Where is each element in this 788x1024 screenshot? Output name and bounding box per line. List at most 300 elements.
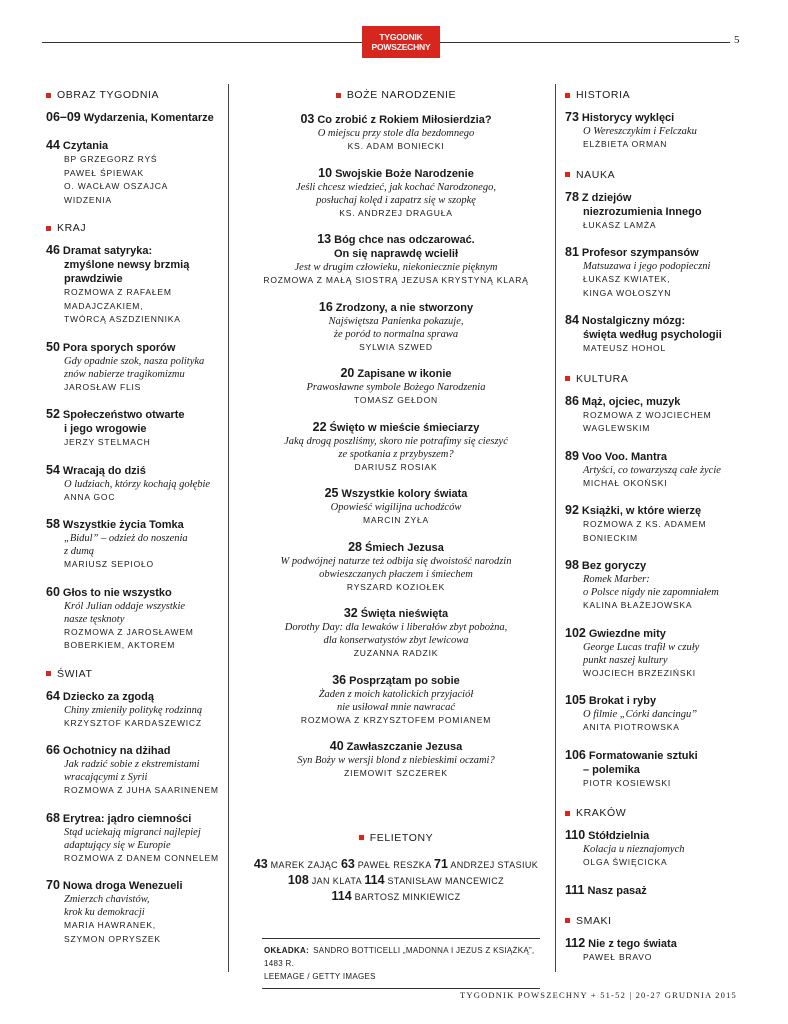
entry-heading	[565, 110, 745, 125]
entry-title: Zapisane w ikonie	[357, 368, 452, 380]
entry-subtitle: Matsuzawa i jego podopieczni	[583, 261, 711, 272]
toc-entry	[565, 394, 745, 436]
entry-title-continued: prawdziwie	[64, 273, 123, 285]
entry-title: Nowa droga Wenezueli	[62, 880, 183, 892]
entry-subtitle: Chiny zmieniły politykę rodzinną	[64, 704, 203, 716]
entry-title: Historycy wyklęci	[581, 112, 675, 124]
entry-subtitle: Król Julian oddaje wszystkie	[64, 600, 186, 612]
toc-entry	[565, 748, 745, 791]
section-heading	[565, 168, 745, 182]
entry-author: ANITA PIOTROWSKA	[583, 722, 680, 732]
felieton-author: JAN KLATA	[311, 875, 362, 886]
toc-entry	[238, 540, 554, 595]
entry-subtitle: nie usiłował mnie nawracać	[336, 701, 456, 713]
entry-heading	[46, 463, 221, 478]
entry-heading	[565, 190, 745, 205]
toc-entry	[238, 232, 554, 288]
entry-heading	[565, 313, 745, 328]
section-title: KRAKÓW	[576, 807, 627, 819]
toc-entry	[46, 517, 221, 572]
entry-heading	[238, 366, 554, 381]
section-heading	[238, 831, 554, 845]
entry-page-number: 105	[565, 693, 586, 707]
toc-entry	[46, 463, 221, 505]
entry-author: ROZMOWA Z WOJCIECHEM	[583, 409, 712, 420]
felieton-page-number: 71	[434, 856, 448, 871]
toc-section	[565, 372, 745, 791]
entry-heading	[565, 693, 745, 708]
entry-title: Dramat satyryka:	[62, 245, 153, 257]
entry-subtitle: Gdy opadnie szok, nasza polityka	[64, 355, 205, 367]
entry-page-number: 112	[565, 935, 586, 950]
toc-entry	[238, 606, 554, 661]
entry-page-number: 86	[565, 393, 579, 408]
entry-subtitle: nasze tęsknoty	[64, 613, 125, 625]
entry-page-number: 78	[565, 189, 579, 204]
page-footer: TYGODNIK POWSZECHNY + 51-52 | 20-27 GRUDNIA 2015	[460, 990, 737, 1000]
section-marker	[565, 811, 570, 816]
entry-title: Swojskie Boże Narodzenie	[335, 167, 474, 180]
entry-heading	[238, 420, 554, 435]
entry-page-number: 66	[46, 743, 60, 757]
entry-subtitle: O filmie „Córki dancingu”	[583, 709, 698, 720]
entry-title-continued: On się naprawdę wcielił	[333, 248, 459, 260]
section-title: OBRAZ TYGODNIA	[57, 89, 160, 101]
entry-heading	[565, 558, 745, 573]
entry-title: Formatowanie sztuki	[588, 749, 698, 762]
entry-author: JERZY STELMACH	[64, 437, 151, 447]
entry-title: Mąż, ojciec, muzyk	[581, 395, 681, 408]
section-marker	[46, 226, 51, 231]
entry-author: WOJCIECH BRZEZIŃSKI	[583, 667, 696, 678]
entry-subtitle: adaptujący się w Europie	[64, 839, 171, 851]
section-marker	[46, 671, 51, 676]
entry-author: BOBERKIEM, AKTOREM	[64, 640, 176, 650]
entry-title: Z dziejów	[581, 191, 632, 204]
section-marker	[565, 93, 570, 98]
entry-title: Stółdzielnia	[588, 830, 650, 842]
toc-entry	[565, 313, 745, 356]
entry-page-number: 68	[46, 810, 60, 825]
entry-heading	[565, 883, 745, 898]
entry-author: ŁUKASZ LAMŻA	[583, 219, 657, 230]
entry-title: Ochotnicy na dżihad	[62, 745, 171, 757]
entry-heading	[238, 540, 554, 555]
entry-title-continued: i jego wrogowie	[64, 423, 147, 435]
entry-author: MARCIN ŻYŁA	[363, 515, 429, 525]
entry-subtitle: George Lucas trafił w czuły	[583, 641, 700, 653]
entry-heading	[565, 626, 745, 641]
toc-column-right	[565, 88, 745, 964]
entry-author: ROZMOWA Z KS. ADAMEM	[583, 519, 707, 529]
toc-entry	[46, 585, 221, 653]
entry-page-number: 46	[46, 243, 60, 257]
cover-label: OKŁADKA:	[264, 946, 310, 955]
entry-heading	[565, 936, 745, 951]
section-marker	[336, 93, 341, 98]
entry-heading	[238, 673, 554, 688]
entry-subtitle: obwieszczanych płaczem i śmiechem	[319, 568, 473, 580]
entry-author: MADAJCZAKIEM,	[64, 300, 144, 311]
toc-entry	[238, 739, 554, 781]
entry-subtitle: O miejscu przy stole dla bezdomnego	[317, 128, 475, 139]
toc-entry	[238, 486, 554, 528]
entry-title-continued: – polemika	[583, 763, 640, 776]
entry-author: TOMASZ GEŁDON	[354, 395, 438, 405]
felieton-page-number: 63	[340, 856, 355, 871]
toc-entry	[46, 243, 221, 327]
entry-author: ANNA GOC	[64, 491, 116, 502]
entry-page-number: 28	[348, 539, 363, 554]
toc-entry	[46, 340, 221, 395]
entry-title: Voo Voo. Mantra	[581, 450, 668, 463]
felieton-page-number: 114	[331, 888, 352, 903]
entry-page-number: 06–09	[46, 110, 81, 124]
toc-entry	[238, 420, 554, 475]
entry-page-number: 58	[46, 517, 60, 531]
toc-entry	[238, 366, 554, 408]
toc-section	[46, 88, 221, 207]
page-number: 5	[734, 34, 740, 46]
entry-author: KS. ANDRZEJ DRAGUŁA	[339, 207, 453, 218]
toc-entry	[46, 743, 221, 798]
entry-author: RYSZARD KOZIOŁEK	[346, 581, 446, 592]
entry-author: BONIECKIM	[583, 532, 638, 543]
entry-subtitle: Zmierzch chavistów,	[64, 894, 150, 905]
entry-title-continued: zmyślone newsy brzmią	[64, 259, 190, 271]
entry-heading	[46, 878, 221, 893]
entry-title: Książki, w które wierzę	[581, 505, 702, 517]
entry-author: MARIA HAWRANEK,	[64, 920, 156, 930]
felietony-block	[238, 831, 554, 905]
section-heading	[46, 221, 221, 235]
entry-author: ROZMOWA Z JAROSŁAWEM	[64, 626, 194, 637]
entry-heading	[565, 449, 745, 464]
entry-author: WAGLEWSKIM	[583, 423, 651, 433]
section-heading	[46, 667, 221, 681]
toc-entry	[46, 878, 221, 946]
entry-heading	[238, 739, 554, 754]
entry-page-number: 32	[343, 606, 358, 620]
entry-subtitle: „Bidul” – odzież do noszenia	[64, 533, 188, 544]
entry-author: ELŻBIETA ORMAN	[583, 139, 668, 149]
entry-subtitle: O ludziach, którzy kochają gołębie	[64, 478, 211, 490]
entry-subtitle: Dorothy Day: dla lewaków i liberałów zbyt pobożna,	[284, 622, 508, 633]
entry-subtitle: Kolacja u nieznajomych	[583, 844, 685, 855]
entry-title: Społeczeństwo otwarte	[62, 409, 185, 421]
felieton-author: PAWEŁ RESZKA	[357, 859, 432, 870]
entry-title: Wydarzenia, Komentarze	[83, 112, 214, 124]
entry-author: MARIUSZ SEPIOŁO	[64, 559, 154, 569]
entry-subtitle: O Wereszczykim i Felczaku	[583, 126, 697, 137]
entry-page-number: 25	[324, 486, 339, 500]
felietony-line	[238, 873, 554, 889]
entry-author: PIOTR KOSIEWSKI	[583, 777, 672, 788]
entry-title: Zawłaszczanie Jezusa	[346, 741, 463, 753]
toc-entry	[238, 112, 554, 154]
toc-section	[46, 667, 221, 947]
entry-subtitle: Jak radzić sobie z ekstremistami	[64, 759, 200, 770]
entry-page-number: 64	[46, 688, 60, 703]
entry-title: Dziecko za zgodą	[62, 690, 154, 703]
section-title: BOŻE NARODZENIE	[346, 89, 457, 101]
entry-author: PAWEŁ BRAVO	[583, 951, 653, 962]
toc-column-left	[46, 88, 221, 946]
column-divider-left	[228, 84, 229, 972]
entry-page-number: 52	[46, 407, 60, 421]
section-title: KULTURA	[576, 372, 629, 385]
entry-author: MICHAŁ OKOŃSKI	[583, 477, 668, 488]
entry-page-number: 36	[332, 672, 347, 687]
section-heading	[565, 372, 745, 386]
entry-subtitle: z dumą	[64, 546, 95, 557]
toc-entry	[565, 936, 745, 965]
entry-heading	[238, 112, 554, 127]
entry-title: Święta nieświęta	[360, 608, 449, 620]
toc-column-center	[238, 88, 554, 905]
entry-title: Głos to nie wszystko	[62, 586, 172, 599]
entry-page-number: 70	[46, 878, 60, 892]
toc-section	[565, 914, 745, 965]
entry-author: ROZMOWA Z RAFAŁEM	[64, 287, 172, 297]
entry-author: WIDZENIA	[64, 194, 112, 205]
entry-heading	[46, 689, 221, 704]
entry-heading	[46, 517, 221, 532]
entry-page-number: 73	[565, 110, 579, 124]
entry-heading	[238, 300, 554, 315]
entry-page-number: 54	[46, 462, 60, 477]
entry-page-number: 106	[565, 747, 586, 762]
toc-entry	[565, 828, 745, 870]
entry-subtitle: Romek Marber:	[583, 574, 650, 585]
entry-subtitle: Prawosławne symbole Bożego Narodzenia	[306, 382, 486, 393]
entry-title: Wracają do dziś	[62, 464, 146, 477]
entry-author: JAROSŁAW FLIS	[64, 381, 142, 392]
entry-author: SZYMON OPRYSZEK	[64, 933, 161, 944]
toc-entry	[565, 626, 745, 681]
entry-heading	[238, 232, 554, 247]
section-title: KRAJ	[57, 222, 87, 234]
entry-page-number: 40	[329, 739, 344, 753]
entry-heading	[46, 340, 221, 355]
entry-author: ZIEMOWIT SZCZEREK	[344, 768, 448, 778]
entry-title: Pora sporych sporów	[62, 341, 176, 354]
toc-entry	[46, 689, 221, 731]
felieton-author: STANISŁAW MANCEWICZ	[387, 875, 505, 886]
entry-page-number: 111	[565, 882, 585, 897]
entry-subtitle: Jeśli chcesz wiedzieć, jak kochać Narodzonego,	[296, 181, 496, 193]
section-heading	[238, 88, 554, 102]
entry-subtitle: Stąd uciekają migranci najlepiej	[64, 826, 201, 838]
entry-subtitle: dla konserwatystów zbyt lewicowa	[323, 635, 469, 646]
entry-page-number: 13	[317, 232, 332, 246]
toc-entry	[565, 190, 745, 233]
section-heading	[46, 88, 221, 102]
entry-heading	[565, 394, 745, 409]
section-marker	[46, 93, 51, 98]
entry-heading	[46, 743, 221, 758]
entry-author: TWÓRCĄ ASZDZIENNIKA	[64, 314, 181, 324]
entry-page-number: 102	[565, 625, 586, 640]
entry-title: Czytania	[62, 140, 109, 152]
toc-entry	[46, 407, 221, 450]
entry-title: Wszystkie kolory świata	[341, 488, 468, 500]
entry-heading	[46, 811, 221, 826]
toc-entry	[238, 300, 554, 355]
entry-subtitle: Artyści, co towarzyszą całe życie	[583, 464, 721, 476]
toc-section	[565, 88, 745, 152]
entry-title: Nostalgiczny mózg:	[581, 315, 686, 327]
entry-author: ŁUKASZ KWIATEK,	[583, 274, 671, 284]
entry-page-number: 89	[565, 448, 579, 463]
entry-title: Wszystkie życia Tomka	[62, 519, 184, 531]
entry-page-number: 16	[318, 299, 333, 314]
entry-subtitle: W podwójnej naturze też odbija się dwoistość narodzin	[280, 555, 512, 567]
entry-subtitle: znów nabierze tragikomizmu	[64, 368, 185, 380]
felieton-page-number: 108	[287, 872, 309, 887]
toc-entry	[565, 558, 745, 613]
entry-subtitle: posłuchaj kolęd i zapatrz się w szopkę	[316, 194, 476, 206]
entry-page-number: 50	[46, 339, 60, 354]
entry-author: SYLWIA SZWED	[359, 341, 433, 352]
entry-author: KINGA WOŁOSZYN	[583, 287, 672, 298]
toc-section	[565, 168, 745, 356]
felieton-author: ANDRZEJ STASIUK	[450, 859, 539, 870]
entry-author: KALINA BŁAŻEJOWSKA	[583, 600, 693, 610]
toc-entry	[565, 110, 745, 152]
entry-author: ROZMOWA Z KRZYSZTOFEM POMIANEM	[300, 714, 492, 725]
entry-title: Posprzątam po sobie	[349, 674, 460, 687]
entry-page-number: 98	[565, 558, 579, 572]
entry-page-number: 44	[46, 138, 60, 152]
toc-entry	[46, 811, 221, 866]
section-title: ŚWIAT	[57, 667, 93, 680]
toc-section	[565, 806, 745, 898]
entry-page-number: 84	[565, 313, 579, 327]
entry-title: Bez goryczy	[581, 560, 647, 572]
entry-author: ZUZANNA RADZIK	[353, 648, 439, 658]
entry-heading	[565, 503, 745, 518]
felietony-list	[238, 857, 554, 905]
entry-title: Zrodzony, a nie stworzony	[335, 301, 474, 314]
entry-subtitle: Syn Boży w wersji blond z niebieskimi oczami?	[297, 755, 495, 766]
entry-heading	[565, 748, 745, 763]
entry-title: Erytrea: jądro ciemności	[62, 812, 192, 825]
entry-heading	[46, 243, 221, 258]
felieton-author: BARTOSZ MINKIEWICZ	[354, 891, 461, 902]
section-heading	[565, 88, 745, 102]
toc-entry	[565, 503, 745, 545]
entry-subtitle: Najświętsza Panienka pokazuje,	[328, 315, 464, 327]
column-divider-right	[555, 84, 556, 972]
toc-entry	[46, 110, 221, 125]
felietony-line	[238, 857, 554, 873]
entry-page-number: 110	[565, 828, 586, 842]
entry-heading	[46, 585, 221, 600]
felietony-line	[238, 889, 554, 905]
entry-author: OLGA ŚWIĘCICKA	[583, 857, 668, 867]
entry-title: Profesor szympansów	[581, 247, 699, 259]
entry-page-number: 03	[300, 112, 315, 126]
section-title: SMAKI	[576, 914, 612, 927]
entry-subtitle: o Polsce nigdy nie zapomniałem	[583, 587, 719, 598]
entry-title-continued: niezrozumienia Innego	[583, 205, 702, 218]
entry-subtitle: że poród to normalna sprawa	[333, 328, 459, 340]
entry-author: ROZMOWA Z DANEM CONNELEM	[64, 852, 219, 863]
entry-page-number: 10	[318, 165, 333, 180]
toc-entry	[238, 673, 554, 728]
cover-credit	[262, 938, 540, 989]
entry-author: ROZMOWA Z JUHA SAARINENEM	[64, 785, 219, 795]
section-heading	[565, 914, 745, 928]
entry-heading	[238, 606, 554, 621]
toc-entry	[565, 245, 745, 300]
section-marker	[565, 376, 570, 381]
toc-entry	[238, 166, 554, 221]
entry-author: MATEUSZ HOHOL	[583, 343, 666, 353]
entry-title: Nie z tego świata	[588, 937, 677, 950]
entry-heading	[238, 166, 554, 181]
entry-page-number: 92	[565, 503, 579, 517]
toc-entry	[46, 138, 221, 207]
entry-page-number: 60	[46, 584, 60, 599]
felieton-page-number: 43	[253, 856, 268, 871]
entry-title: Święto w mieście śmieciarzy	[329, 421, 480, 434]
entry-title: Gwiezdne mity	[588, 627, 666, 640]
entry-page-number: 81	[565, 245, 579, 259]
masthead-logo: TYGODNIK POWSZECHNY	[362, 26, 440, 58]
entry-subtitle: ze spotkania z przybyszem?	[338, 448, 454, 460]
entry-title: Co zrobić z Rokiem Miłosierdzia?	[317, 114, 492, 126]
entry-subtitle: punkt naszej kultury	[583, 654, 668, 666]
entry-heading	[46, 110, 221, 125]
section-marker	[565, 918, 570, 923]
entry-title: Brokat i ryby	[588, 695, 657, 707]
entry-author: O. WACŁAW OSZAJCA	[64, 181, 169, 191]
entry-heading	[238, 486, 554, 501]
entry-subtitle: Opowieść wigilijna uchodźców	[330, 502, 462, 513]
toc-section	[46, 221, 221, 653]
entry-title: Bóg chce nas odczarować.	[334, 234, 475, 246]
entry-author: DARIUSZ ROSIAK	[354, 461, 438, 472]
section-title: FELIETONY	[369, 831, 434, 844]
entry-author: KS. ADAM BONIECKI	[347, 141, 445, 151]
entry-subtitle: krok ku demokracji	[64, 907, 145, 918]
entry-subtitle: Żaden z moich katolickich przyjaciół	[318, 688, 474, 700]
entry-author: KRZYSZTOF KARDASZEWICZ	[64, 717, 202, 728]
section-marker	[359, 835, 364, 840]
section-marker	[565, 172, 570, 177]
section-title: HISTORIA	[576, 89, 631, 101]
toc-entry	[565, 449, 745, 491]
entry-title: Nasz pasaż	[587, 884, 647, 897]
toc-entry	[565, 693, 745, 735]
entry-author: ROZMOWA Z MAŁĄ SIOSTRĄ JEZUSA KRYSTYNĄ KLARĄ	[263, 275, 529, 285]
entry-author: PAWEŁ ŚPIEWAK	[64, 167, 144, 178]
section-heading	[565, 806, 745, 820]
cover-text: SANDRO BOTTICELLI „MADONNA I JEZUS Z KSIĄŻKĄ”, 1483 R.	[264, 946, 535, 968]
entry-heading	[46, 138, 221, 153]
felieton-author: MAREK ZAJĄC	[270, 859, 339, 870]
entry-subtitle: Jest w drugim człowieku, niekoniecznie pięknym	[294, 262, 498, 273]
entry-heading	[565, 828, 745, 843]
entry-title-continued: święta według psychologii	[583, 329, 722, 341]
entry-heading	[565, 245, 745, 260]
felieton-page-number: 114	[364, 872, 385, 887]
entry-subtitle: Jaką drogą poszliśmy, skoro nie potrafimy się cieszyć	[284, 435, 508, 447]
entry-heading	[46, 407, 221, 422]
cover-agency: LEEMAGE / GETTY IMAGES	[264, 972, 376, 981]
